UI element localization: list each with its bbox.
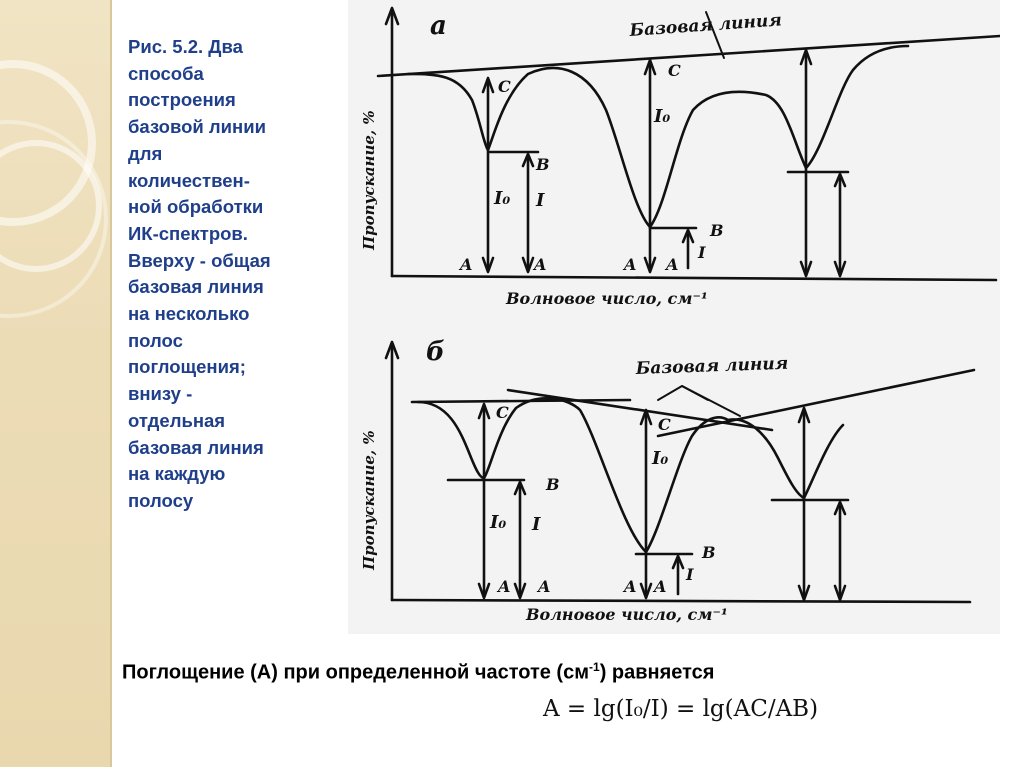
top-label-a1b: A [534,255,547,274]
top-label-a1: A [460,255,473,274]
top-label-i0-2: I₀ [654,106,671,127]
bottom-label-a1: A [498,577,511,596]
ir-spectra-diagram [348,0,1000,634]
top-label-a2b: A [666,255,679,274]
bottom-panel-label: б [426,337,445,367]
top-label-b2: B [710,221,724,240]
statement-superscript: -1 [589,660,600,674]
top-label-i0-1: I₀ [494,188,511,209]
top-label-b1: B [536,155,550,174]
bottom-label-a1b: A [538,577,551,596]
top-y-axis-label: Пропускание, % [360,110,378,250]
bottom-label-b1: B [546,475,560,494]
top-baseline-label: Базовая линия [628,10,783,41]
top-label-i1: I [536,190,545,211]
top-label-a2: A [624,255,637,274]
bottom-label-i2: I [686,565,694,584]
top-label-c2: C [668,61,681,80]
absorbance-formula: A = lg(I₀/I) = lg(AC/AB) [543,696,819,722]
decorative-side-strip [0,0,112,767]
bottom-y-axis-label: Пропускание, % [360,430,378,570]
bottom-x-axis-label: Волновое число, см⁻¹ [526,605,728,624]
top-panel-label: а [430,11,447,41]
bottom-label-i0-1: I₀ [490,512,507,533]
statement-after: ) равняется [599,661,715,684]
bottom-label-b2: B [702,543,716,562]
bottom-label-i1: I [532,514,541,535]
top-label-c1: C [498,77,511,96]
top-label-i2: I [698,243,706,262]
statement-before: Поглощение (А) при определенной частоте (см [122,661,590,684]
figure-background [348,0,1000,634]
bottom-label-c2: C [658,415,671,434]
bottom-label-c1: C [496,403,509,422]
bottom-label-i0-2: I₀ [652,448,669,469]
figure-caption: Рис. 5.2. Два способа построения базовой линии для количествен- ной обработки ИК-спектров. Вверху - общая базовая линия на несколько полос поглощения; внизу - отдельная базовая линия на каждую полосу [128,36,271,511]
ir-spectra-figure [348,0,1000,634]
bottom-label-a2: A [624,577,637,596]
absorbance-statement [122,660,714,685]
bottom-baseline-label: Базовая линия [635,353,789,379]
top-x-axis-label: Волновое число, см⁻¹ [506,289,708,308]
bottom-label-a2b: A [654,577,667,596]
